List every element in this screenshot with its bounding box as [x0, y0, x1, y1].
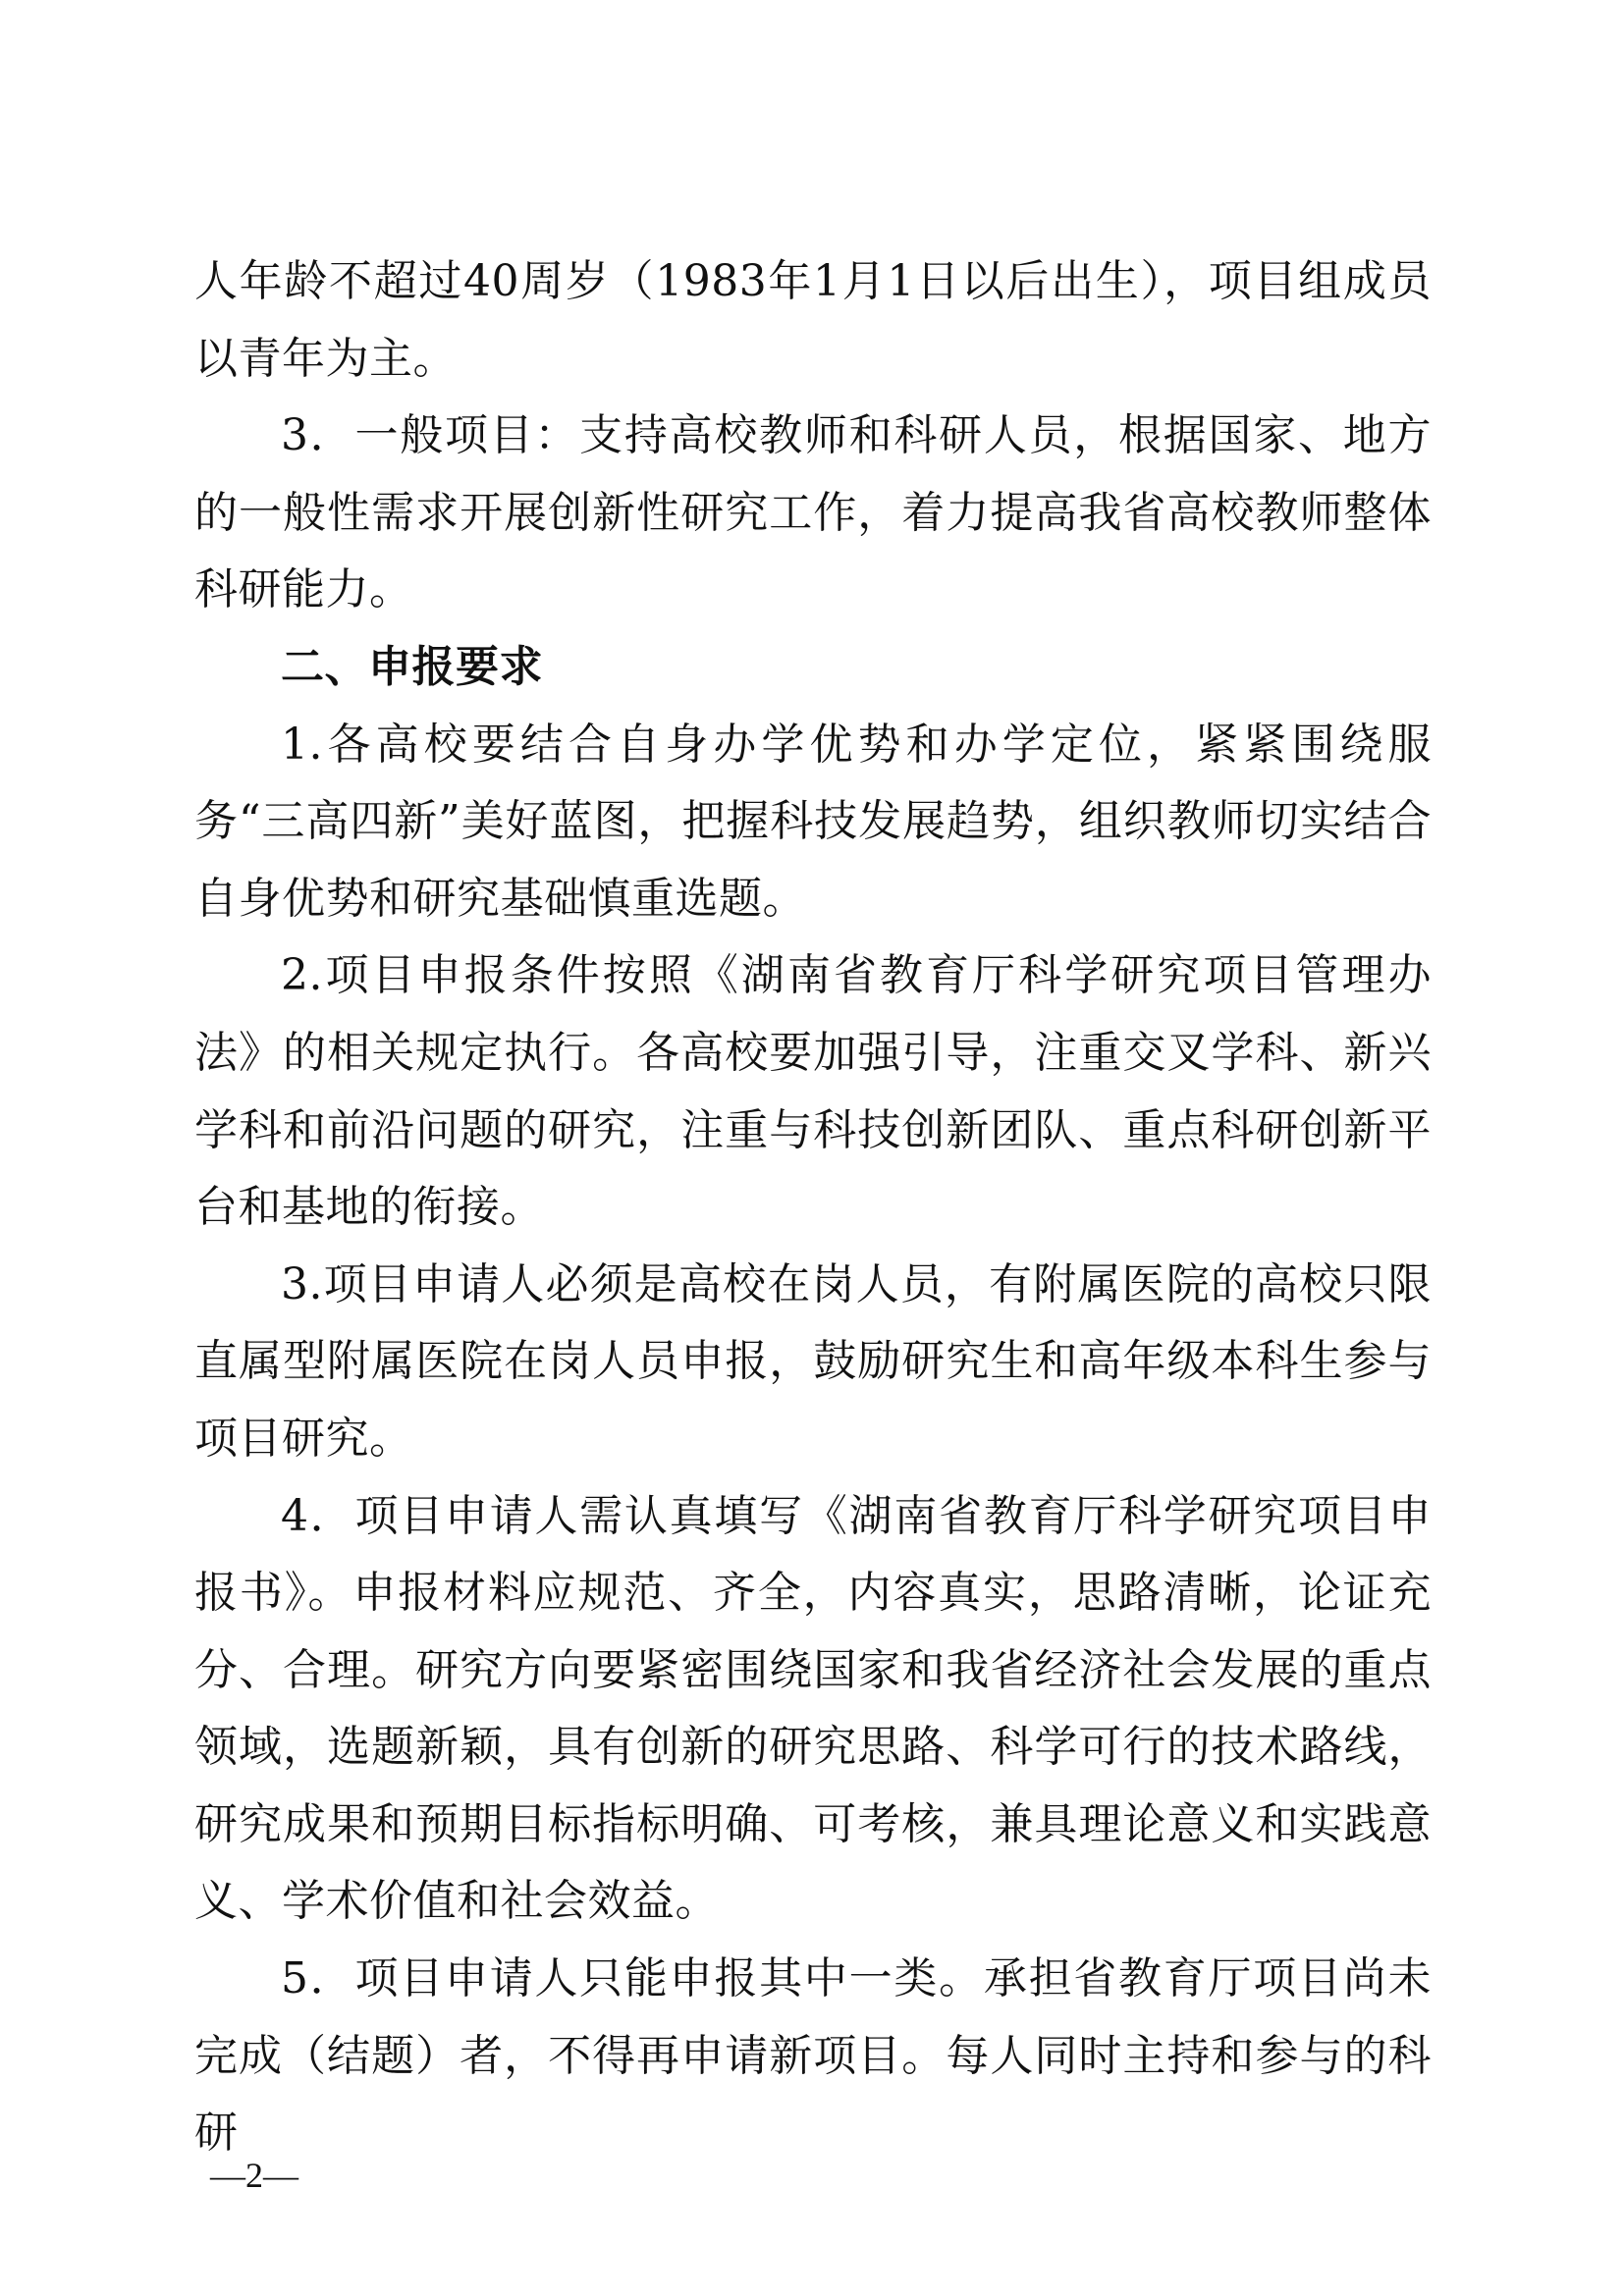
paragraph-requirement-2: 2.项目申报条件按照《湖南省教育厅科学研究项目管理办法》的相关规定执行。各高校要加强引导，注重交叉学科、新兴学科和前沿问题的研究，注重与科技创新团队、重点科研创新平台和基地的衔接。	[194, 950, 1432, 1233]
document-body	[194, 243, 1432, 2172]
paragraph-general-projects: 3．一般项目：支持高校教师和科研人员，根据国家、地方的一般性需求开展创新性研究工作，着力提高我省高校教师整体科研能力。	[194, 410, 1432, 615]
page-number: —2—	[210, 2156, 298, 2195]
paragraph-requirement-5: 5．项目申请人只能申报其中一类。承担省教育厅项目尚未完成（结题）者，不得再申请新项目。每人同时主持和参与的科研	[194, 1953, 1432, 2159]
paragraph-requirement-4: 4．项目申请人需认真填写《湖南省教育厅科学研究项目申报书》。申报材料应规范、齐全，内容真实，思路清晰，论证充分、合理。研究方向要紧密围绕国家和我省经济社会发展的重点领域，选题新颖，具有创新的研究思路、科学可行的技术路线，研究成果和预期目标指标明确、可考核，兼具理论意义和实践意义、学术价值和社会效益。	[194, 1490, 1432, 1927]
section-heading-application-requirements: 二、申报要求	[281, 641, 543, 692]
paragraph-requirement-1: 1.各高校要结合自身办学优势和办学定位，紧紧围绕服务“三高四新”美好蓝图，把握科技发展趋势，组织教师切实结合自身优势和研究基础慎重选题。	[194, 719, 1432, 924]
paragraph-requirement-3: 3.项目申请人必须是高校在岗人员，有附属医院的高校只限直属型附属医院在岗人员申报，鼓励研究生和高年级本科生参与项目研究。	[194, 1258, 1432, 1464]
paragraph-continuation: 人年龄不超过40周岁（1983年1月1日以后出生），项目组成员以青年为主。	[194, 256, 1432, 384]
